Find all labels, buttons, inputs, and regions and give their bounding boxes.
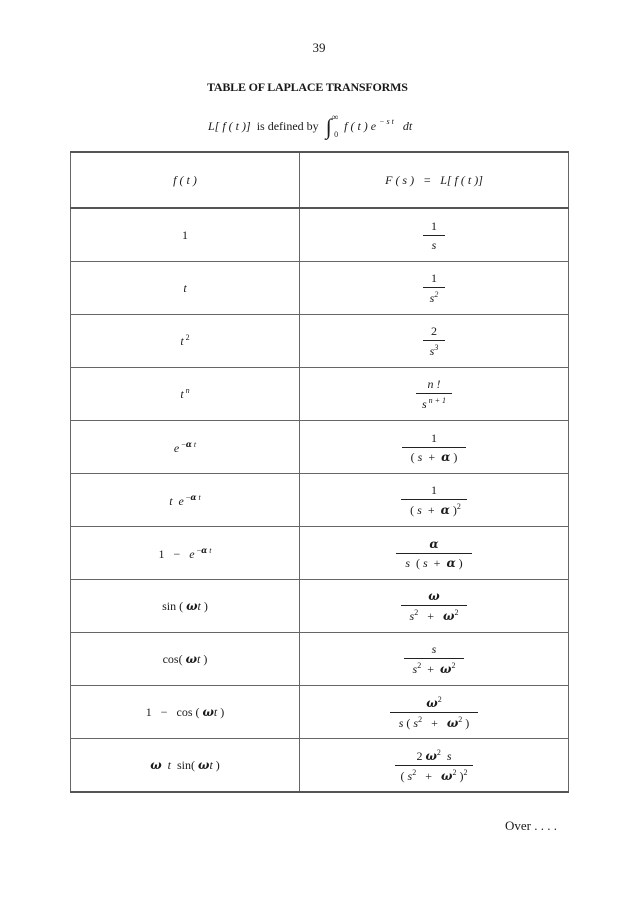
fraction: $\frac{2}{s^3}$ bbox=[423, 325, 445, 357]
time-function-cell: e $^{-\alpha t}$ bbox=[71, 421, 300, 474]
transform-cell bbox=[300, 315, 569, 368]
transform-cell bbox=[300, 368, 569, 421]
transform-cell bbox=[300, 686, 569, 739]
integral-upper-limit: ∞ bbox=[331, 112, 339, 122]
fraction bbox=[423, 220, 445, 251]
fraction: $\frac{s}{s^2 + \omega^2}$ bbox=[404, 643, 465, 675]
fraction: $\frac{1}{s^2}$ bbox=[423, 272, 445, 304]
time-function-cell: 1 − cos ( ωt ) bbox=[71, 686, 300, 739]
fraction: $\frac{2 \omega^2 s}{( s^2 + \omega^2 )^2}$ bbox=[395, 749, 474, 782]
fraction: $\frac{1}{( s + \alpha )^2}$ bbox=[401, 484, 467, 516]
table-row bbox=[71, 421, 569, 474]
table-row bbox=[71, 686, 569, 739]
fraction: $\frac{n !}{s ^{n + 1}}$ bbox=[416, 378, 452, 410]
transform-cell bbox=[300, 633, 569, 686]
transform-cell bbox=[300, 580, 569, 633]
time-function-cell: t $^2$ bbox=[71, 315, 300, 368]
transform-cell bbox=[300, 527, 569, 580]
header-transform-function: F ( s ) = L[ f ( t )] bbox=[300, 152, 569, 208]
time-function-cell: t e $^{-\alpha t}$ bbox=[71, 474, 300, 527]
fraction: $\frac{\omega^2}{s ( s^2 + \omega^2 )}$ bbox=[390, 696, 479, 729]
time-function-cell: cos( ωt ) bbox=[71, 633, 300, 686]
page-number: 39 bbox=[312, 40, 326, 55]
transform-cell bbox=[300, 208, 569, 262]
document-title: TABLE OF LAPLACE TRANSFORMS bbox=[207, 80, 408, 94]
fraction: $\frac{\omega}{s^2 + \omega^2}$ bbox=[401, 590, 468, 622]
continued-footer: Over . . . . bbox=[505, 818, 557, 833]
time-function-cell: 1 − e $^{-\alpha t}$ bbox=[71, 527, 300, 580]
table-row bbox=[71, 208, 569, 262]
table-row bbox=[71, 315, 569, 368]
definition-connector: is defined by bbox=[256, 119, 319, 133]
time-function-cell: t $^n$ bbox=[71, 368, 300, 421]
header-time-function: f ( t ) bbox=[71, 152, 300, 208]
denominator: s bbox=[423, 235, 445, 251]
definition-differential: dt bbox=[402, 119, 413, 133]
table-row bbox=[71, 739, 569, 793]
time-function-cell: 1 bbox=[71, 208, 300, 262]
table-row bbox=[71, 527, 569, 580]
table-row bbox=[71, 368, 569, 421]
integral-sign: ∫ bbox=[325, 114, 332, 139]
definition-lhs: L[ f ( t )] bbox=[208, 119, 251, 133]
time-function-cell: t bbox=[71, 262, 300, 315]
transform-cell bbox=[300, 474, 569, 527]
table-row bbox=[71, 580, 569, 633]
time-function-cell: ω t sin( ωt ) bbox=[71, 739, 300, 793]
transform-cell bbox=[300, 739, 569, 793]
table-row bbox=[71, 474, 569, 527]
table-header-row bbox=[71, 152, 569, 208]
integral-lower-limit: 0 bbox=[334, 130, 339, 139]
numerator: 1 bbox=[431, 218, 437, 233]
fraction: $\frac{\alpha}{s ( s + \alpha )}$ bbox=[396, 538, 471, 569]
table-row bbox=[71, 633, 569, 686]
definition-exponent: − s t bbox=[379, 117, 394, 126]
transform-cell bbox=[300, 262, 569, 315]
transform-cell bbox=[300, 421, 569, 474]
time-function-cell: sin ( ωt ) bbox=[71, 580, 300, 633]
definition-integrand: f ( t ) e bbox=[344, 119, 377, 133]
laplace-transform-table bbox=[70, 151, 569, 793]
laplace-definition bbox=[208, 110, 413, 139]
fraction: $\frac{1}{( s + \alpha )}$ bbox=[402, 432, 467, 463]
table-row bbox=[71, 262, 569, 315]
